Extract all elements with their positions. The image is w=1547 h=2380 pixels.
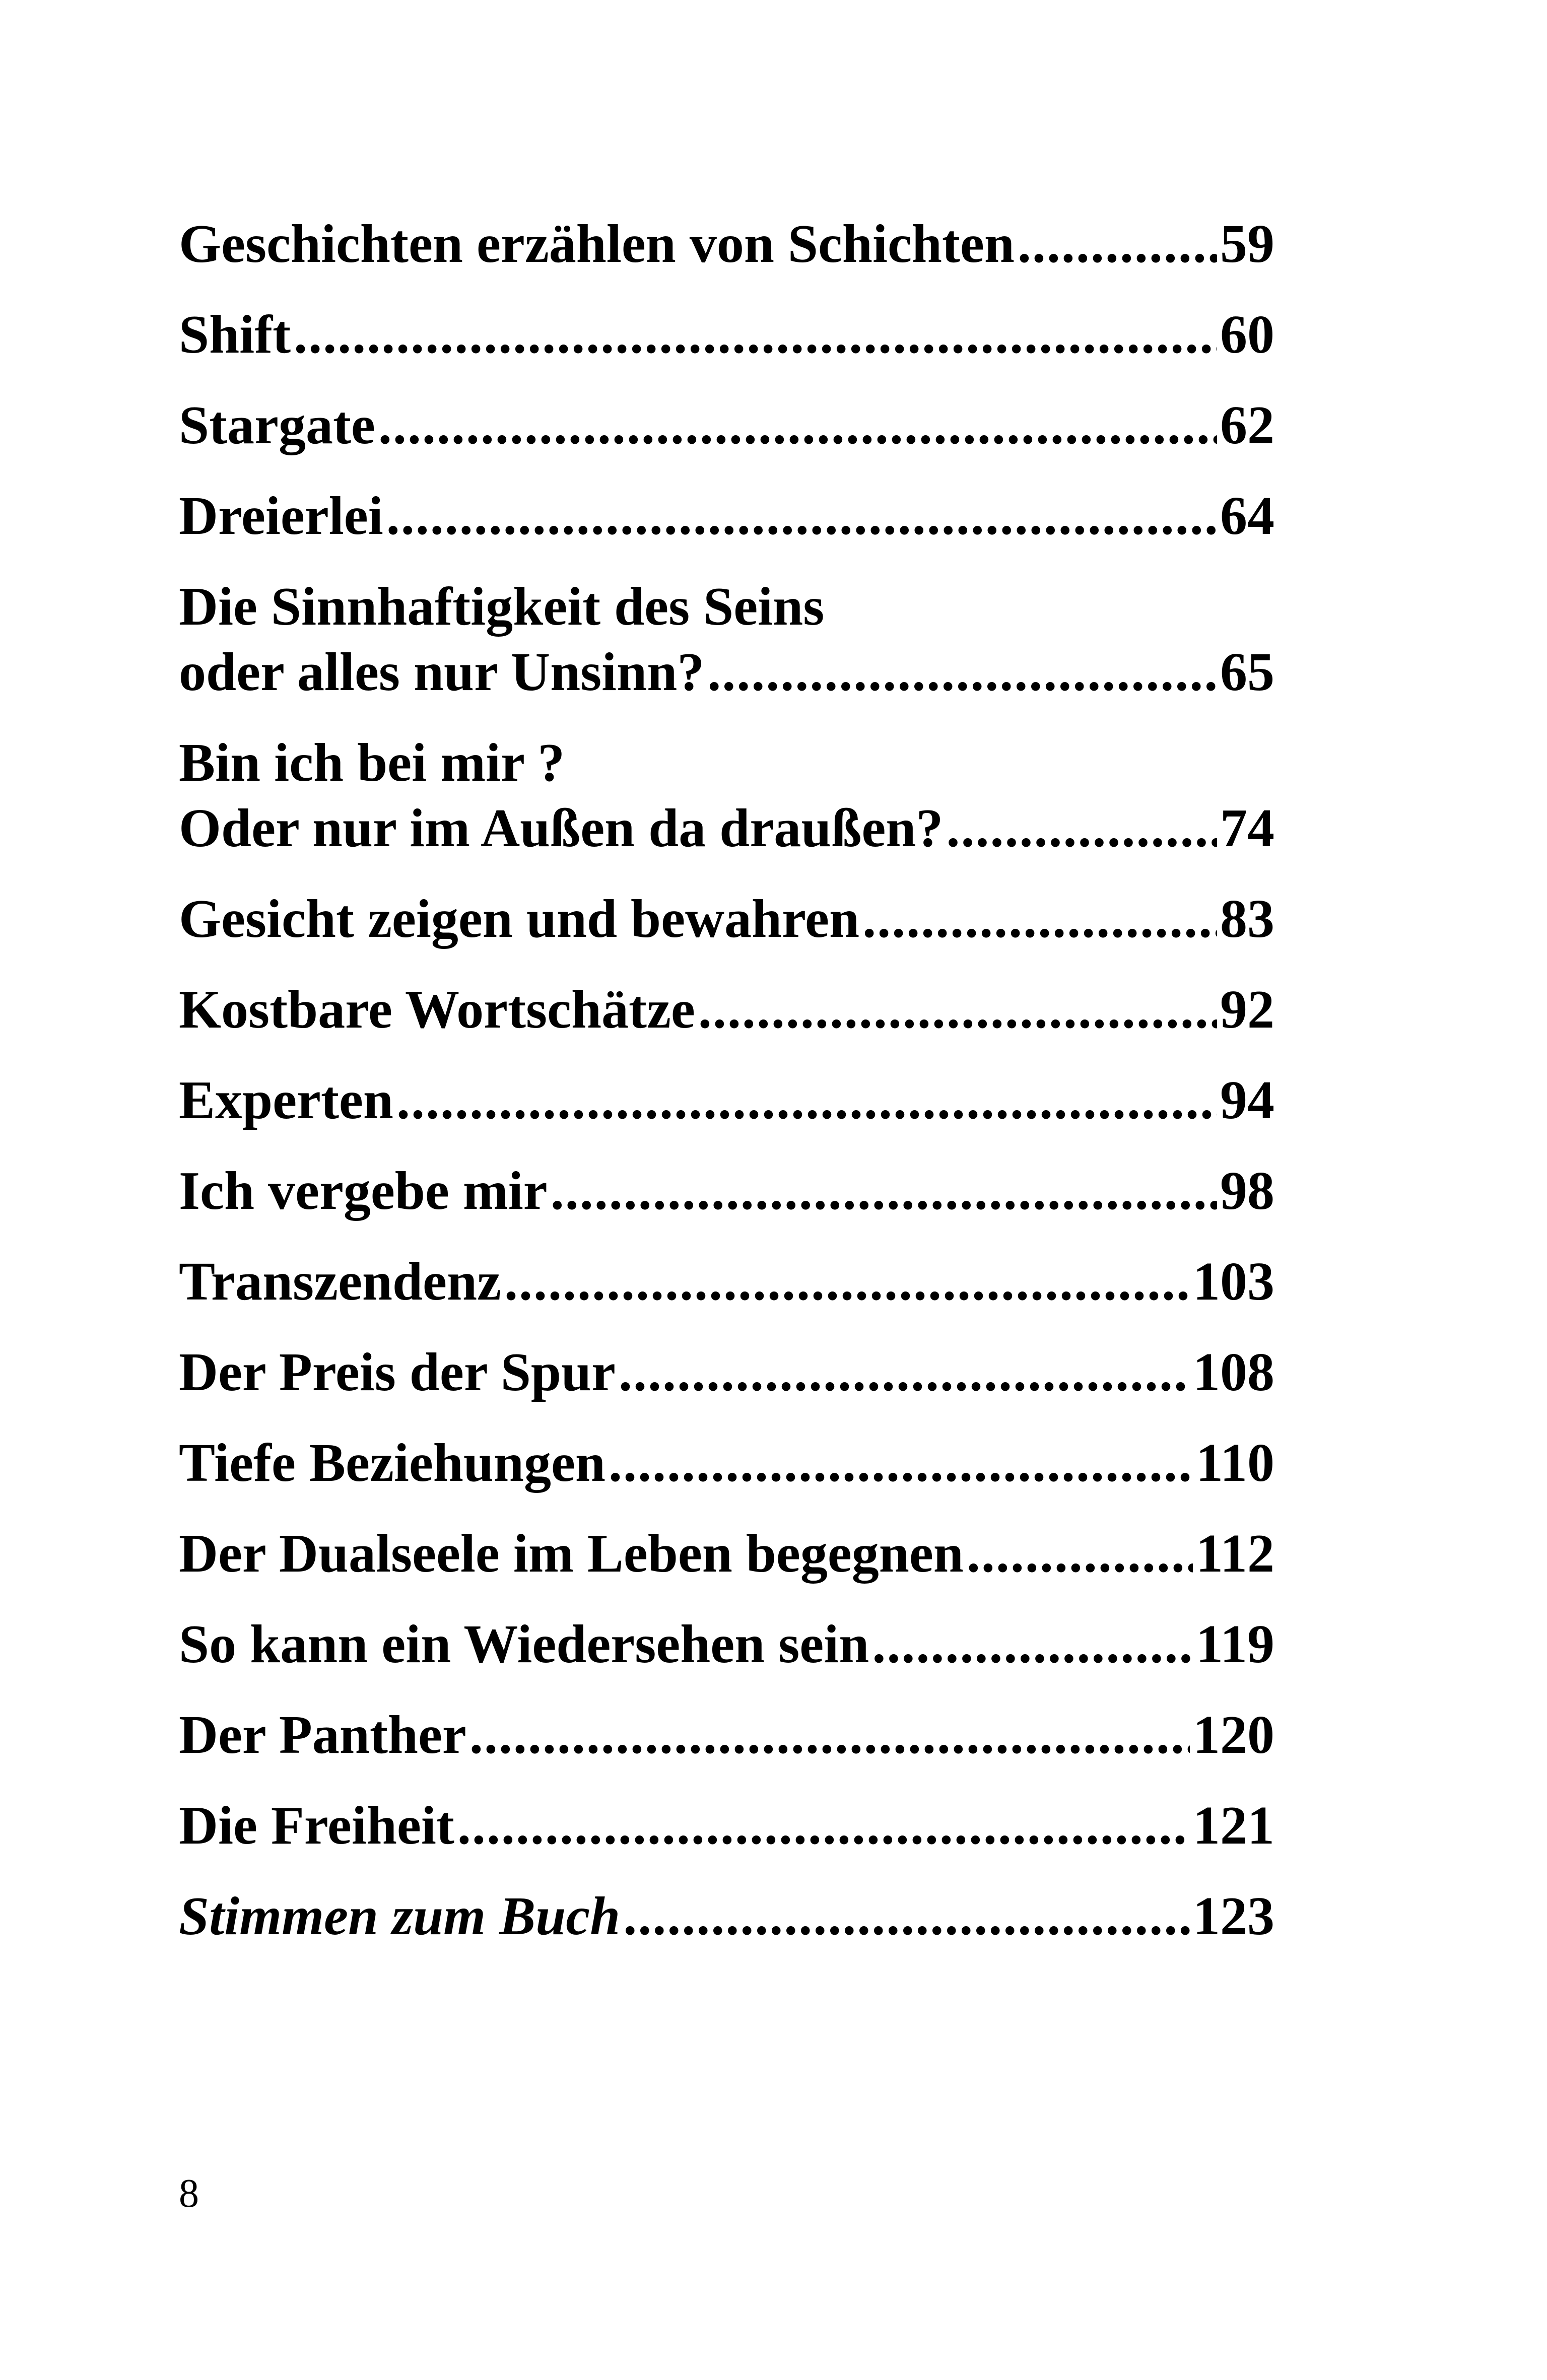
toc-dot-leader xyxy=(623,1884,1190,1949)
toc-dot-leader xyxy=(396,1068,1217,1133)
toc-page-number: 92 xyxy=(1220,980,1274,1040)
toc-page-number: 94 xyxy=(1220,1070,1274,1130)
toc-dot-leader xyxy=(294,302,1217,368)
toc-dot-leader xyxy=(946,796,1217,861)
toc-entry[interactable] xyxy=(179,1249,1274,1315)
toc-page-number: 64 xyxy=(1220,486,1274,546)
toc-page-number: 65 xyxy=(1220,642,1274,702)
toc-dot-leader xyxy=(872,1612,1193,1677)
toc-entry[interactable] xyxy=(179,1612,1274,1677)
toc-entry-title: Transzendenz xyxy=(179,1252,501,1312)
toc-entry-title: Geschichten erzählen von Schichten xyxy=(179,214,1015,274)
toc-entry[interactable] xyxy=(179,1159,1274,1224)
toc-entry-title: Dreierlei xyxy=(179,486,383,546)
toc-entry[interactable] xyxy=(179,1431,1274,1496)
toc-entry[interactable] xyxy=(179,212,1274,277)
toc-entry-second-line xyxy=(179,796,1274,861)
toc-entry-title: Shift xyxy=(179,305,291,365)
toc-entry[interactable] xyxy=(179,730,1274,861)
toc-dot-leader xyxy=(386,484,1217,549)
toc-entry[interactable] xyxy=(179,1340,1274,1405)
toc-entry-title: Kostbare Wortschätze xyxy=(179,980,695,1040)
toc-dot-leader xyxy=(967,1521,1193,1587)
toc-dot-leader xyxy=(378,393,1217,458)
toc-page-number: 103 xyxy=(1193,1252,1274,1312)
toc-dot-leader xyxy=(619,1340,1190,1405)
toc-entry[interactable] xyxy=(179,887,1274,952)
toc-entry-title: Der Panther xyxy=(179,1705,466,1765)
toc-entry[interactable] xyxy=(179,977,1274,1043)
toc-entry[interactable] xyxy=(179,302,1274,368)
toc-entry-title: oder alles nur Unsinn? xyxy=(179,642,705,702)
toc-page-number: 119 xyxy=(1195,1614,1274,1674)
toc-entry-title: Gesicht zeigen und bewahren xyxy=(179,889,860,949)
toc-page-number: 83 xyxy=(1220,889,1274,949)
toc-entry-title: Experten xyxy=(179,1070,393,1130)
toc-dot-leader xyxy=(609,1431,1193,1496)
toc-page-number: 112 xyxy=(1195,1524,1274,1584)
toc-dot-leader xyxy=(698,977,1217,1043)
toc-entry-title: Die Freiheit xyxy=(179,1796,454,1856)
toc-entry-title-line1: Die Sinnhaftigkeit des Seins xyxy=(179,577,825,637)
toc-entry-title: Der Preis der Spur xyxy=(179,1342,616,1402)
toc-dot-leader xyxy=(457,1793,1190,1859)
toc-page-number: 74 xyxy=(1220,798,1274,858)
toc-dot-leader xyxy=(862,887,1217,952)
toc-entry[interactable] xyxy=(179,574,1274,705)
toc-page-number: 62 xyxy=(1220,395,1274,455)
toc-entry-title: Oder nur im Außen da draußen? xyxy=(179,798,944,858)
toc-entry[interactable] xyxy=(179,1521,1274,1587)
toc-page-number: 121 xyxy=(1193,1796,1274,1856)
toc-page-number: 110 xyxy=(1195,1433,1274,1493)
toc-entry[interactable] xyxy=(179,1793,1274,1859)
toc-page-number: 123 xyxy=(1193,1886,1274,1946)
toc-entry-title: Stargate xyxy=(179,395,375,455)
toc-dot-leader xyxy=(551,1159,1217,1224)
toc-page-number: 60 xyxy=(1220,305,1274,365)
toc-entry-title: Ich vergebe mir xyxy=(179,1161,548,1221)
toc-dot-leader xyxy=(1018,212,1217,277)
toc-entry[interactable] xyxy=(179,1068,1274,1133)
page-number-footer: 8 xyxy=(179,2171,199,2216)
toc-page-number: 59 xyxy=(1220,214,1274,274)
toc-entry-title: Der Dualseele im Leben begegnen xyxy=(179,1524,964,1584)
toc-dot-leader xyxy=(707,640,1217,705)
toc-entry-title-line1: Bin ich bei mir ? xyxy=(179,733,565,793)
toc-page-number: 120 xyxy=(1193,1705,1274,1765)
toc-dot-leader xyxy=(504,1249,1190,1315)
table-of-contents xyxy=(179,212,1274,1975)
toc-dot-leader xyxy=(469,1703,1190,1768)
toc-entry-title: So kann ein Wiedersehen sein xyxy=(179,1614,869,1674)
toc-page-number: 108 xyxy=(1193,1342,1274,1402)
toc-entry[interactable] xyxy=(179,1884,1274,1949)
toc-entry-title: Tiefe Beziehungen xyxy=(179,1433,606,1493)
toc-entry[interactable] xyxy=(179,484,1274,549)
toc-entry[interactable] xyxy=(179,393,1274,458)
toc-entry-second-line xyxy=(179,640,1274,705)
toc-entry-title: Stimmen zum Buch xyxy=(179,1886,621,1946)
toc-entry[interactable] xyxy=(179,1703,1274,1768)
toc-page-number: 98 xyxy=(1220,1161,1274,1221)
